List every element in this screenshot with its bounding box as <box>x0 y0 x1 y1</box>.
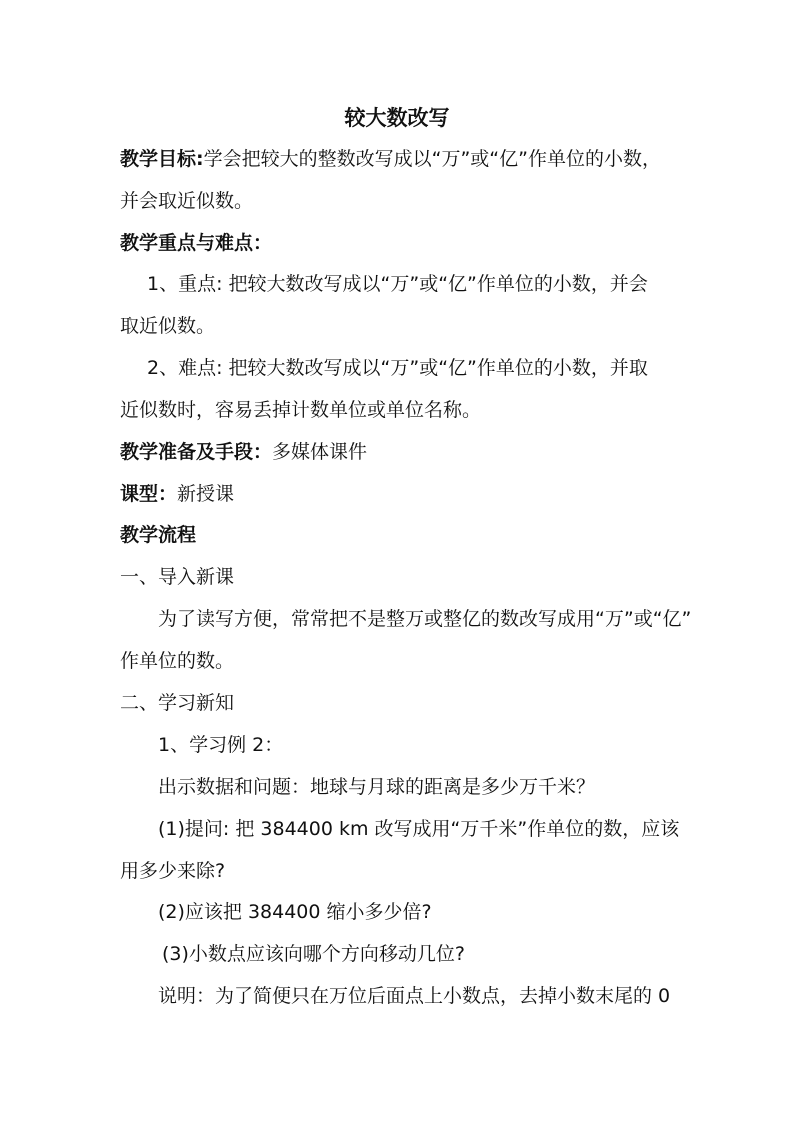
teaching-goal-label: 教学目标: <box>120 148 204 170</box>
teaching-prep-value: 多媒体课件 <box>272 441 368 463</box>
key-points-heading: 教学重点与难点： <box>120 232 273 254</box>
key-point-1-line-1: 1、重点: 把较大数改写成以“万”或“亿”作单位的小数，并会 <box>147 273 648 295</box>
example-heading: 1、学习例 2： <box>158 734 284 756</box>
teaching-goal-text: 学会把较大的整数改写成以“万”或“亿”作单位的小数， <box>203 148 661 170</box>
section-2-heading: 二、学习新知 <box>120 692 235 714</box>
lesson-type-line <box>120 480 234 508</box>
question-2: (2)应该把 384400 缩小多少倍? <box>158 901 432 923</box>
question-1-line-2: 用多少来除? <box>120 860 226 882</box>
section-1-paragraph-line-2: 作单位的数。 <box>120 650 235 672</box>
teaching-goal-line-1 <box>120 145 661 173</box>
question-3: (3)小数点应该向哪个方向移动几位? <box>162 943 465 965</box>
section-1-paragraph-line-1: 为了读写方便，常常把不是整万或整亿的数改写成用“万”或“亿” <box>158 608 692 630</box>
lesson-type-value: 新授课 <box>177 483 235 505</box>
note-text: 说明：为了简便只在万位后面点上小数点，去掉小数末尾的 0 <box>158 985 671 1007</box>
teaching-goal-line-2: 并会取近似数。 <box>120 190 254 212</box>
question-1-line-1: (1)提问: 把 384400 km 改写成用“万千米”作单位的数，应该 <box>158 818 680 840</box>
key-point-2-line-1: 2、难点: 把较大数改写成以“万”或“亿”作单位的小数，并取 <box>147 357 648 379</box>
teaching-flow-heading: 教学流程 <box>120 524 197 546</box>
section-1-heading: 一、导入新课 <box>120 566 235 588</box>
document-title: 较大数改写 <box>344 106 450 130</box>
teaching-prep-label: 教学准备及手段： <box>120 441 273 463</box>
question-text: 出示数据和问题：地球与月球的距离是多少万千米？ <box>158 776 596 798</box>
key-point-1-line-2: 取近似数。 <box>120 315 216 337</box>
key-point-2-line-2: 近似数时，容易丢掉计数单位或单位名称。 <box>120 399 482 421</box>
teaching-prep-line <box>120 438 367 466</box>
lesson-type-label: 课型： <box>120 483 178 505</box>
